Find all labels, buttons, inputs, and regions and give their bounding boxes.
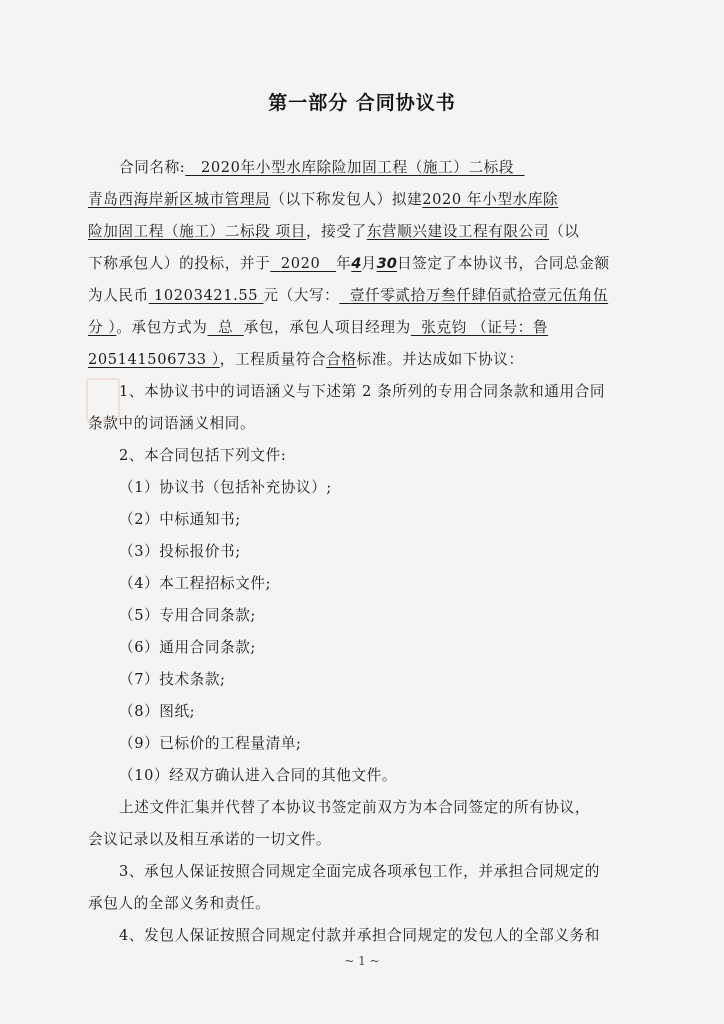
clause3-line2: 承包人的全部义务和责任。	[88, 895, 271, 912]
amount-in-words-part1: 壹仟零贰拾万叁仟肆佰贰拾壹元伍角伍	[349, 287, 609, 304]
para1-line1: 青岛西海岸新区城市管理局（以下称发包人）拟建2020 年小型水库除	[88, 191, 559, 208]
amount-in-words-part2: 分 ）	[88, 319, 117, 336]
clause2-heading: 2、本合同包括下列文件:	[119, 447, 287, 464]
contract-name-label: 合同名称:	[119, 159, 186, 176]
clause1-line2: 条款中的词语涵义相同。	[88, 415, 256, 432]
clause3-line1: 3、承包人保证按照合同规定全面完成各项承包工作，并承担合同规定的	[119, 863, 600, 880]
doc-item: （5）专用合同条款;	[119, 607, 256, 624]
contractor-name: 东营顺兴建设工程有限公司	[366, 223, 550, 240]
employer-name: 青岛西海岸新区城市管理局	[88, 191, 271, 208]
sign-day: 30	[376, 255, 397, 272]
doc-item: （3）投标报价书;	[119, 543, 241, 560]
contract-amount: 10203421.55	[154, 287, 259, 304]
contract-name-value: 2020年小型水库除险加固工程（施工）二标段	[201, 159, 515, 176]
summary-line1: 上述文件汇集并代替了本协议书签定前双方为本合同签定的所有协议，	[119, 799, 591, 816]
clause1-line1: 1、本协议书中的词语涵义与下述第 2 条所列的专用合同条款和通用合同	[119, 383, 606, 400]
project-manager: 张克钧 （证号：鲁	[421, 319, 549, 336]
clause4-line1: 4、发包人保证按照合同规定付款并承担合同规定的发包人的全部义务和	[119, 927, 600, 944]
doc-item: （2）中标通知书;	[119, 511, 241, 528]
sign-year: 2020	[280, 255, 321, 272]
manager-cert-number: 205141506733 ）	[88, 351, 220, 368]
doc-item: （8）图纸;	[119, 703, 196, 720]
para1-line2: 险加固工程（施工）二标段 项目，接受了东营顺兴建设工程有限公司（以	[88, 223, 580, 240]
contract-name-line	[119, 158, 525, 178]
doc-item: （1）协议书（包括补充协议）;	[119, 479, 332, 496]
doc-item: （4）本工程招标文件;	[119, 575, 272, 592]
contract-mode: 总	[217, 319, 234, 336]
doc-item: （9）已标价的工程量清单;	[119, 735, 302, 752]
page-number: ~ 1 ~	[344, 954, 380, 968]
page-title: 第一部分 合同协议书	[268, 92, 456, 114]
para1-line5: 分 ）。承包方式为 总 承包，承包人项目经理为 张克钧 （证号：鲁	[88, 319, 549, 336]
para1-line3: 下称承包人）的投标，并于 2020 年4月30日签定了本协议书，合同总金额	[88, 255, 610, 272]
doc-item: （7）技术条款;	[119, 671, 226, 688]
doc-item: （6）通用合同条款;	[119, 639, 256, 656]
project-name-part2: 险加固工程（施工）二标段 项目	[88, 223, 306, 240]
quality-standard: 合格	[326, 351, 357, 368]
para1-line6: 205141506733 ），工程质量符合合格标准。并达成如下协议：	[88, 351, 524, 368]
summary-line2: 会议记录以及相互承诺的一切文件。	[88, 831, 332, 848]
doc-item: （10）经双方确认进入合同的其他文件。	[119, 767, 398, 784]
project-name-part1: 2020 年小型水库除	[422, 191, 559, 208]
para1-line4: 为人民币 10203421.55 元（大写： 壹仟零贰拾万叁仟肆佰贰拾壹元伍角伍	[88, 287, 609, 304]
sign-month: 4	[351, 255, 362, 272]
